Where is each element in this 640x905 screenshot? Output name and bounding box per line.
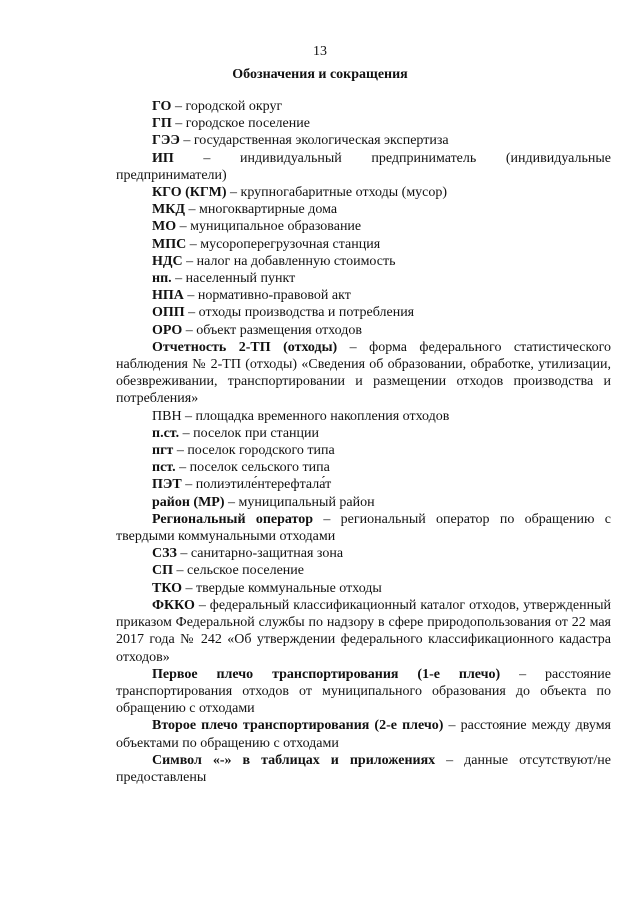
entry-definition: – индивидуальный предприниматель (индивидуальные предприниматели) [116,150,611,183]
entry-definition: – поселок при станции [179,425,320,441]
abbreviation-entry [116,562,611,579]
abbreviation-entry [116,545,611,562]
entry-definition: – муниципальное образование [176,219,362,235]
abbreviation-entry [116,494,611,511]
abbreviation-entry [116,408,611,425]
entry-term: район (МР) [152,494,225,510]
entry-term: НДС [152,253,183,269]
entry-definition: – данные отсутствуют/не предоставлены [116,752,611,785]
entry-definition: – региональный оператор по обращению с твердыми коммунальными отходами [116,511,611,545]
entry-definition: – мусороперегрузочная станция [186,236,381,252]
entry-definition: – населенный пункт [171,271,296,287]
entry-definition: – объект размещения отходов [182,322,362,338]
abbreviation-entry [116,580,611,597]
entry-definition: ПВН – площадка временного накопления отходов [152,408,450,424]
entry-term: НПА [152,288,184,304]
abbreviation-entry [116,322,611,339]
entry-term: Региональный оператор [152,511,314,527]
abbreviation-entry [116,442,611,459]
entry-term: Отчетность 2-ТП (отходы) [152,339,338,355]
abbreviation-entry [116,115,611,132]
entry-definition: – городское поселение [171,116,310,132]
abbreviation-entry [116,597,611,666]
abbreviation-entry [116,184,611,201]
entry-definition: – твердые коммунальные отходы [182,580,382,596]
abbreviation-entry [116,752,611,786]
abbreviation-entry [116,236,611,253]
entry-term: Второе плечо транспортирования (2-е плечо) [152,718,444,734]
page-title: Обозначения и сокращения [232,67,408,82]
entry-term: нп. [152,271,172,287]
abbreviation-entry [116,270,611,287]
entry-definition: – форма федерального статистического наблюдения № 2-ТП (отходы) «Сведения об образовании, обработке, утилизации, обезвреживании, транспортировании и размещении отходов производства и потребления» [116,339,612,407]
entry-term: СП [152,563,173,579]
entry-term: МО [152,219,177,235]
entry-definition: – нормативно-правовой акт [183,288,351,304]
entry-definition: – сельское поселение [173,563,304,579]
entry-definition: – полиэтиле́нтерефтала́т [181,477,332,493]
entry-term: ОРО [152,322,183,338]
entry-definition: – крупногабаритные отходы (мусор) [226,185,448,201]
abbreviation-entry [116,304,611,321]
abbreviation-entry [116,666,611,718]
entry-definition: – многоквартирные дома [185,202,338,218]
entry-definition: – налог на добавленную стоимость [182,253,396,269]
entry-definition: – поселок городского типа [173,443,335,459]
entry-definition: – санитарно-защитная зона [176,546,344,562]
entry-term: ОПП [152,305,185,321]
entry-term: Символ «-» в таблицах и приложениях [152,752,436,768]
abbreviation-entry [116,425,611,442]
entry-definition: – расстояние между двумя объектами по обращению с отходами [116,718,611,751]
page-number: 13 [313,44,327,59]
entry-term: пгт [152,443,174,459]
entry-definition: – государственная экологическая экспертиза [179,133,449,149]
abbreviation-entry [116,253,611,270]
abbreviation-entry [116,201,611,218]
abbreviation-entry [116,132,611,149]
entry-term: КГО (КГМ) [152,185,227,201]
entry-term: ГЭЭ [152,133,180,149]
entry-term: МКД [152,202,185,218]
entry-definition: – федеральный классификационный каталог отходов, утвержденный приказом Федеральной службы по надзору в сфере природопользования от 22 мая 2017 года № 242 «Об утверждении федерального классификационного кадастра отходов» [116,597,611,665]
abbreviation-entry [116,218,611,235]
abbreviation-list [116,98,611,786]
entry-term: ФККО [152,597,195,613]
abbreviation-entry [116,339,611,408]
entry-term: ТКО [152,580,183,596]
entry-term: п.ст. [152,425,180,441]
entry-term: ГО [152,99,172,114]
abbreviation-entry [116,98,611,115]
entry-term: СЗЗ [152,546,177,562]
entry-definition: – городской округ [171,99,283,114]
abbreviation-entry [116,511,611,545]
entry-term: МПС [152,236,187,252]
entry-term: ГП [152,116,172,132]
entry-definition: – отходы производства и потребления [184,305,415,321]
entry-term: ПЭТ [152,477,182,493]
entry-definition: – поселок сельского типа [175,460,330,476]
abbreviation-entry [116,459,611,476]
abbreviation-entry [116,717,611,751]
entry-term: ИП [152,150,174,166]
entry-definition: – расстояние транспортирования отходов от муниципального образования до объекта по обращению с отходами [116,666,611,717]
entry-term: Первое плечо транспортирования (1-е плечо) [152,666,501,682]
abbreviation-entry [116,476,611,493]
entry-definition: – муниципальный район [224,494,375,510]
entry-term: пст. [152,460,176,476]
abbreviation-entry [116,287,611,304]
abbreviation-entry [116,150,611,184]
